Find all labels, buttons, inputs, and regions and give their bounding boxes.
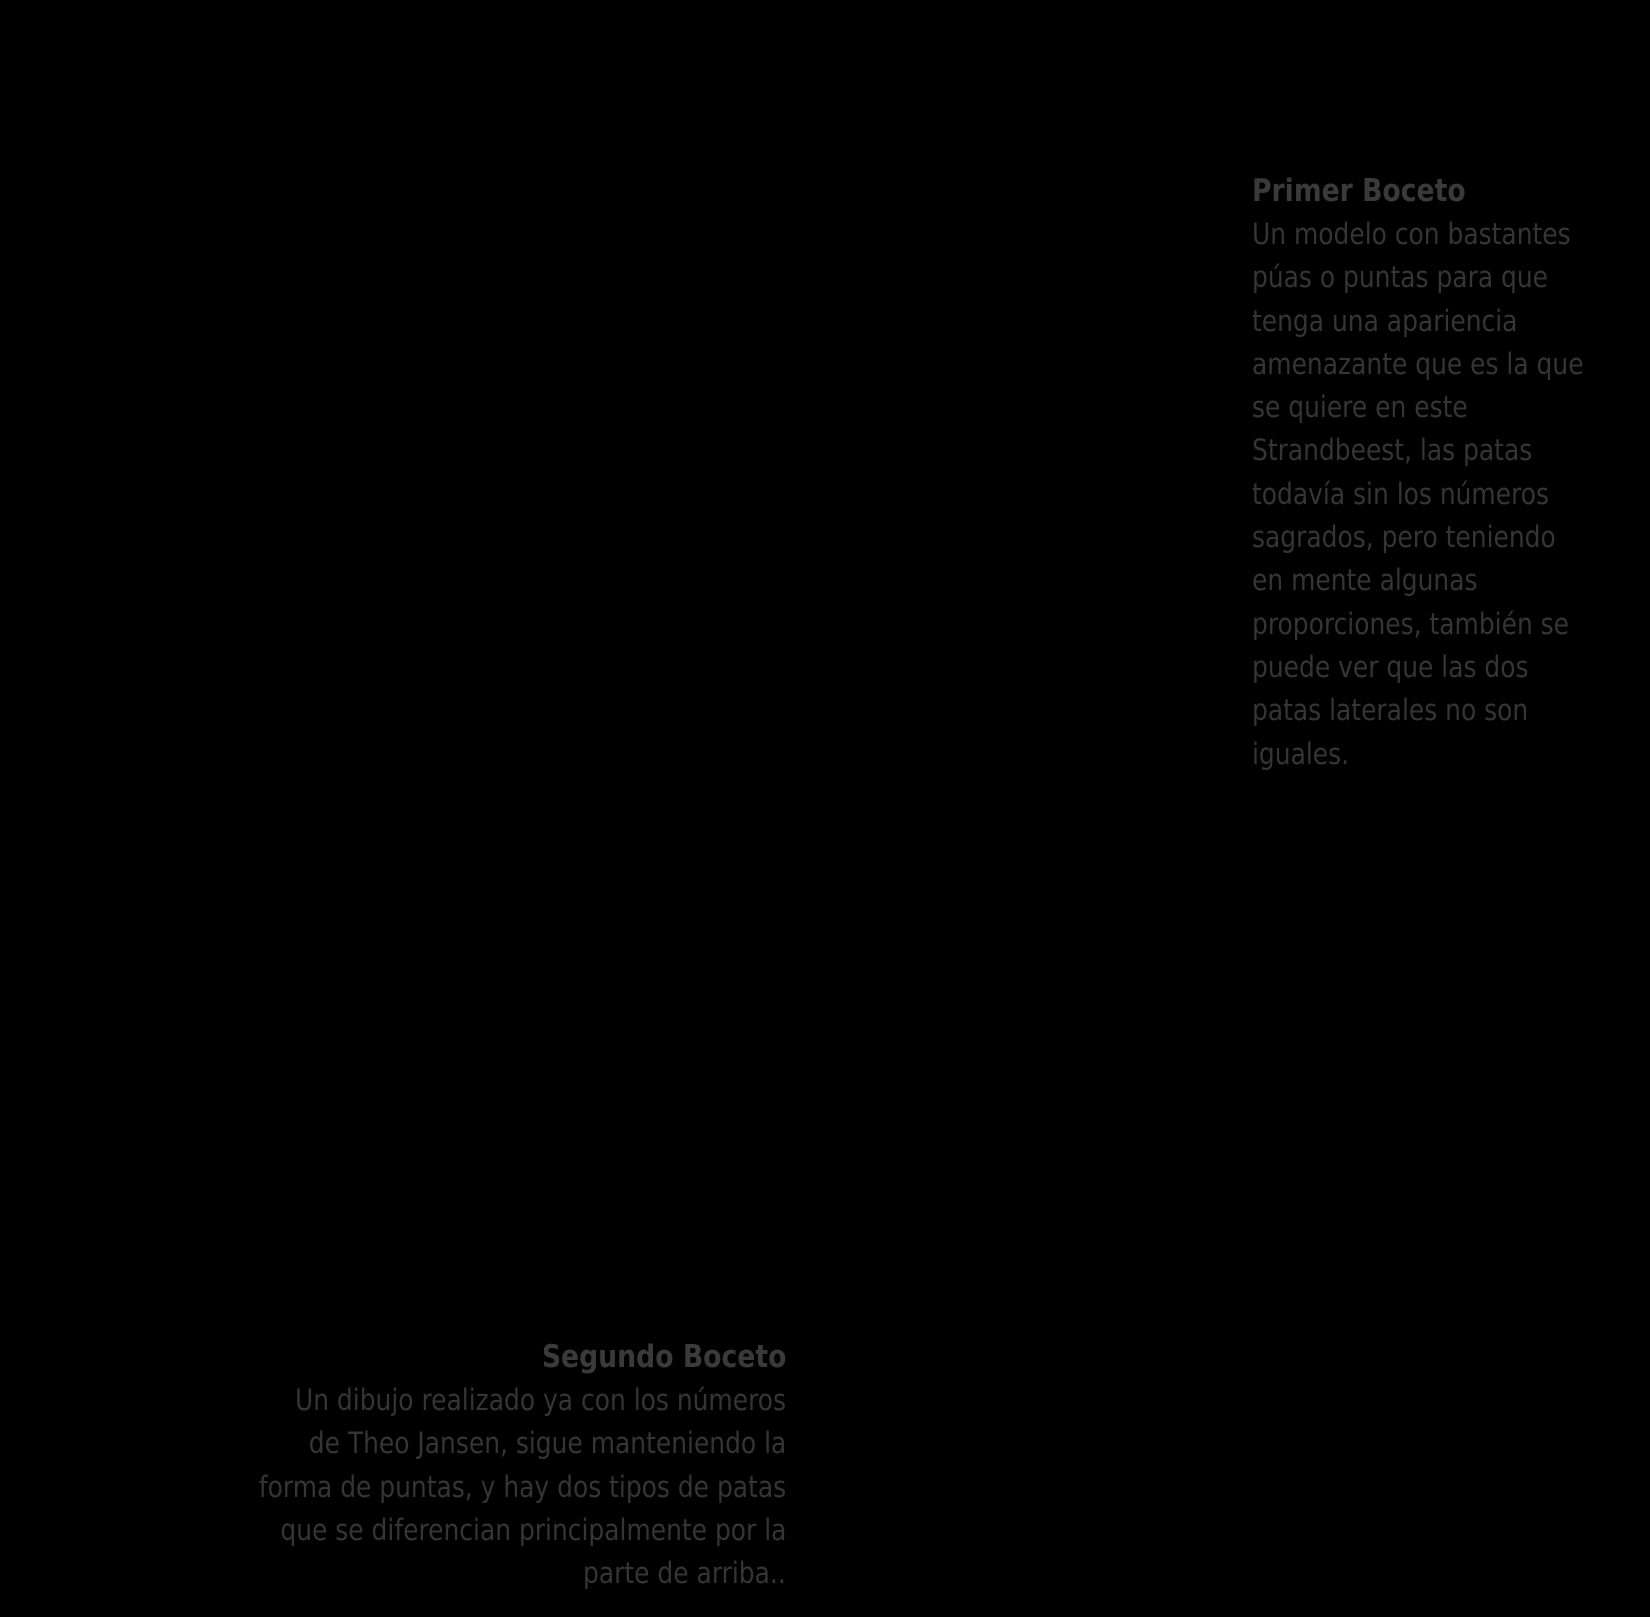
text-line: Strandbeest, las patas (1252, 433, 1533, 468)
first-sketch-description (1252, 213, 1642, 776)
text-line: forma de puntas, y hay dos tipos de patas (258, 1469, 786, 1504)
text-line: púas o puntas para que (1252, 260, 1549, 295)
text-line: todavía sin los números (1252, 476, 1550, 511)
text-line: en mente algunas (1252, 563, 1478, 598)
first-sketch-block (1252, 170, 1642, 776)
first-sketch-title: Primer Boceto (1252, 173, 1466, 209)
second-sketch-description (146, 1379, 786, 1595)
text-line: de Theo Jansen, sigue manteniendo la (308, 1426, 786, 1461)
text-line: Un modelo con bastantes (1252, 217, 1571, 251)
text-line: iguales. (1252, 736, 1350, 771)
text-line: sagrados, pero teniendo (1252, 520, 1556, 555)
second-sketch-title: Segundo Boceto (541, 1339, 786, 1375)
text-line: parte de arriba.. (583, 1556, 786, 1591)
text-line: se quiere en este (1252, 390, 1468, 425)
text-line: amenazante que es la que (1252, 346, 1584, 381)
text-line: Un dibujo realizado ya con los números (294, 1383, 786, 1417)
text-line: que se diferencian principalmente por la (279, 1512, 786, 1547)
text-line: proporciones, también se (1252, 606, 1570, 641)
text-line: puede ver que las dos (1252, 649, 1529, 684)
text-line: tenga una apariencia (1252, 303, 1518, 338)
second-sketch-block (146, 1336, 786, 1595)
text-line: patas laterales no son (1252, 693, 1529, 728)
